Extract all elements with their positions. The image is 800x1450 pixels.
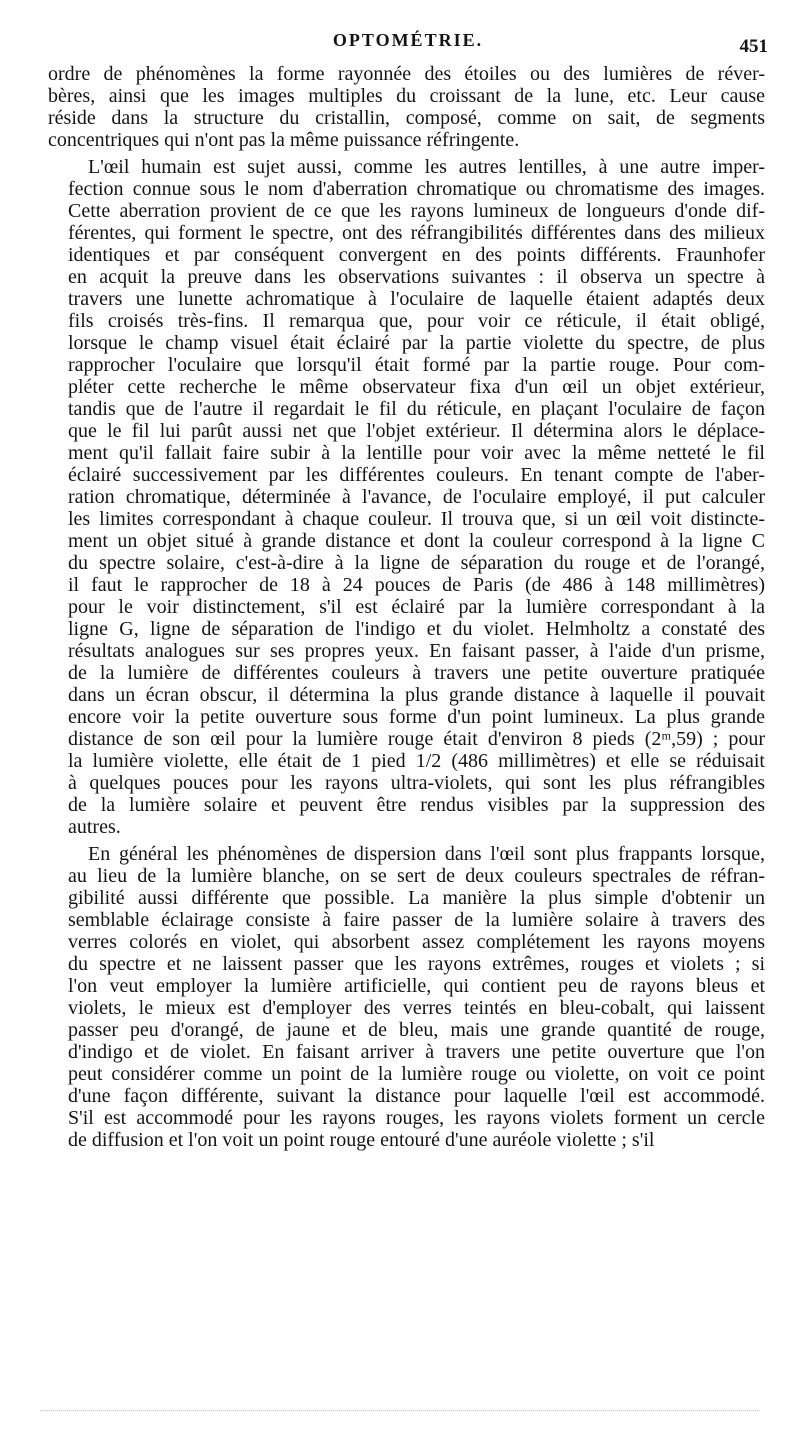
text-line: passer peu d'orangé, de jaune et de bleu, mais une grande quantité de rouge, xyxy=(68,1019,765,1041)
text-line: du spectre solaire, c'est-à-dire à la ligne de séparation du rouge et de l'orangé, xyxy=(68,552,765,574)
text-line: S'il est accommodé pour les rayons rouges, les rayons violets forment un cercle xyxy=(68,1107,765,1129)
text-line: pléter cette recherche le même observateur fixa d'un œil un objet extérieur, xyxy=(68,376,765,398)
page-bottom-rule xyxy=(40,1410,760,1415)
text-line: ment qu'il fallait faire subir à la lentille pour voir avec la même netteté le fil xyxy=(68,442,765,464)
text-line: d'indigo et de violet. En faisant arriver à travers une petite ouverture que l'on xyxy=(68,1041,765,1063)
running-title: OPTOMÉTRIE. xyxy=(332,30,484,50)
paragraph xyxy=(48,156,765,838)
text-line: bères, ainsi que les images multiples du croissant de la lune, etc. Leur cause xyxy=(48,85,765,107)
body-text xyxy=(48,63,765,1156)
text-line: férentes, qui forment le spectre, ont des réfrangibilités différentes dans des milieux xyxy=(68,222,765,244)
text-line: gibilité aussi différente que possible. La manière la plus simple d'obtenir un xyxy=(68,887,765,909)
text-line: dans un écran obscur, il détermina la plus grande distance à laquelle il pouvait xyxy=(68,684,765,706)
text-line: l'on veut employer la lumière artificielle, qui contient peu de rayons bleus et xyxy=(68,975,765,997)
text-line: éclairé successivement par les différentes couleurs. En tenant compte de l'aber- xyxy=(68,464,765,486)
text-line: travers une lunette achromatique à l'oculaire de laquelle étaient adaptés deux xyxy=(68,288,765,310)
text-line: en acquit la preuve dans les observations suivantes : il observa un spectre à xyxy=(68,266,765,288)
text-line: à quelques pouces pour les rayons ultra-violets, qui sont les plus réfrangibles xyxy=(68,772,765,794)
text-line: rapprocher l'oculaire que lorsqu'il était formé par la partie rouge. Pour com- xyxy=(68,354,765,376)
text-line: autres. xyxy=(68,816,121,838)
text-line: fection connue sous le nom d'aberration chromatique ou chromatisme des images. xyxy=(68,178,765,200)
text-line: il faut le rapprocher de 18 à 24 pouces de Paris (de 486 à 148 millimètres) xyxy=(68,574,765,596)
text-line: réside dans la structure du cristallin, composé, comme on sait, de segments xyxy=(48,107,765,129)
text-line: lorsque le champ visuel était éclairé par la partie violette du spectre, de plus xyxy=(68,332,765,354)
text-line: distance de son œil pour la lumière rouge était d'environ 8 pieds (2ᵐ,59) ; pour xyxy=(68,728,765,750)
text-line: verres colorés en violet, qui absorbent assez complétement les rayons moyens xyxy=(68,931,765,953)
text-line: ligne G, ligne de séparation de l'indigo et du violet. Helmholtz a constaté des xyxy=(68,618,765,640)
text-line: résultats analogues sur ses propres yeux. En faisant passer, à l'aide d'un prisme, xyxy=(68,640,765,662)
text-line: d'une façon différente, suivant la distance pour laquelle l'œil est accommodé. xyxy=(68,1085,765,1107)
text-line: ration chromatique, déterminée à l'avance, de l'oculaire employé, il put calculer xyxy=(68,486,765,508)
text-line: encore voir la petite ouverture sous forme d'un point lumineux. La plus grande xyxy=(68,706,765,728)
text-line: ment un objet situé à grande distance et dont la couleur correspond à la ligne C xyxy=(68,530,765,552)
text-line: du spectre et ne laissent passer que les rayons extrêmes, rouges et violets ; si xyxy=(68,953,765,975)
text-line: fils croisés très-fins. Il remarqua que, pour voir ce réticule, il était obligé, xyxy=(68,310,765,332)
text-line: de diffusion et l'on voit un point rouge entouré d'une auréole violette ; s'il xyxy=(68,1129,655,1151)
text-line: de la lumière de différentes couleurs à travers une petite ouverture pratiquée xyxy=(68,662,765,684)
paragraph xyxy=(48,843,765,1151)
text-line: tandis que de l'autre il regardait le fil du réticule, en plaçant l'oculaire de façon xyxy=(68,398,765,420)
text-line: Cette aberration provient de ce que les rayons lumineux de longueurs d'onde dif- xyxy=(68,200,765,222)
page-header xyxy=(48,28,768,58)
text-line: ordre de phénomènes la forme rayonnée des étoiles ou des lumières de réver- xyxy=(48,63,765,85)
paragraph xyxy=(48,63,765,151)
text-line: En général les phénomènes de dispersion dans l'œil sont plus frappants lorsque, xyxy=(88,843,765,865)
text-line: L'œil humain est sujet aussi, comme les autres lentilles, à une autre imper- xyxy=(88,156,765,178)
text-line: la lumière violette, elle était de 1 pied 1/2 (486 millimètres) et elle se réduisait xyxy=(68,750,765,772)
text-line: les limites correspondant à chaque couleur. Il trouva que, si un œil voit distincte- xyxy=(68,508,765,530)
text-line: de la lumière solaire et peuvent être rendus visibles par la suppression des xyxy=(68,794,765,816)
text-line: au lieu de la lumière blanche, on se sert de deux couleurs spectrales de réfran- xyxy=(68,865,765,887)
text-line: identiques et par conséquent convergent en des points différents. Fraunhofer xyxy=(68,244,765,266)
page-number: 451 xyxy=(739,36,768,57)
text-line: semblable éclairage consiste à faire passer de la lumière solaire à travers des xyxy=(68,909,765,931)
text-line: pour le voir distinctement, s'il est éclairé par la lumière correspondant à la xyxy=(68,596,765,618)
text-line: peut considérer comme un point de la lumière rouge ou violette, on voit ce point xyxy=(68,1063,765,1085)
text-line: que le fil lui parût aussi net que l'objet extérieur. Il détermina alors le déplace- xyxy=(68,420,765,442)
text-line: violets, le mieux est d'employer des verres teintés en bleu-cobalt, qui laissent xyxy=(68,997,765,1019)
text-line: concentriques qui n'ont pas la même puissance réfringente. xyxy=(48,129,520,151)
